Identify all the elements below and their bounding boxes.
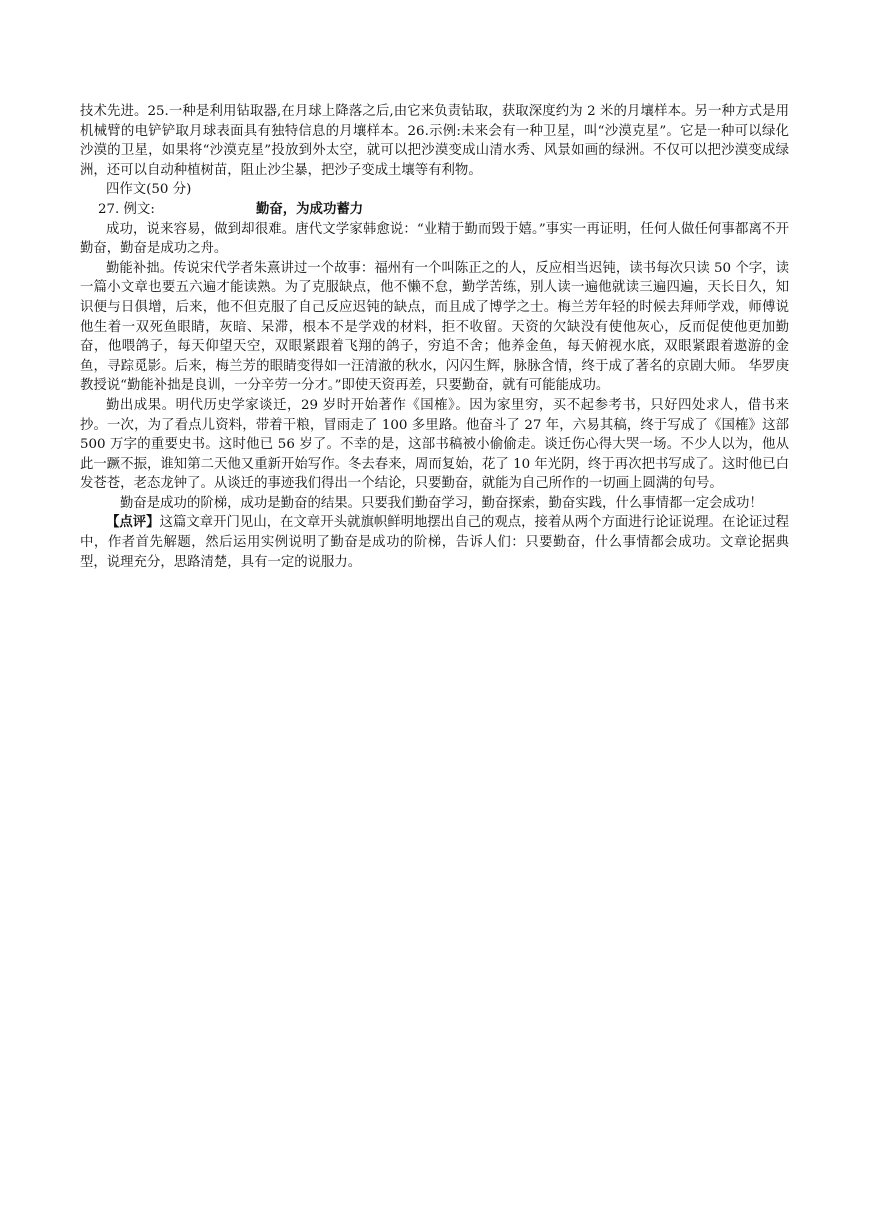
essay-title-row [80, 200, 789, 220]
answer-continuation: 技术先进。25.一种是利用钻取器,在月球上降落之后,由它来负责钻取，获取深度约为 2 米的月壤样本。另一种方式是用机械臂的电铲铲取月球表面具有独特信息的月壤样本。26.示例:未来会有一种卫星，叫“沙漠克星”。它是一种可以绿化沙漠的卫星，如果将“沙漠克星”投放到外太空，就可以把沙漠变成山清水秀、风景如画的绿洲。不仅可以把沙漠变成绿洲，还可以自动种植树苗，阻止沙尘暴，把沙子变成土壤等有利物。 [80, 104, 789, 178]
essay-paragraph-diligence-compensates: 勤能补拙。传说宋代学者朱熹讲过一个故事：福州有一个叫陈正之的人，反应相当迟钝，读书每次只读 50 个字，读一篇小文章也要五六遍才能读熟。为了克服缺点，他不懒不怠，勤学苦练，别人读一遍他就读三遍四遍，天长日久，知识便与日俱增，后来，他不但克服了自己反应迟钝的缺点，而且成了博学之士。梅兰芳年轻的时候去拜师学戏，师傅说他生着一双死鱼眼睛，灰暗、呆滞，根本不是学戏的材料，拒不收留。天资的欠缺没有使他灰心，反而促使他更加勤奋，他喂鸽子，每天仰望天空，双眼紧跟着飞翔的鸽子，穷追不舍；他养金鱼，每天俯视水底，双眼紧跟着遨游的金鱼，寻踪觅影。后来，梅兰芳的眼睛变得如一汪清澈的秋水，闪闪生辉，脉脉含情，终于成了著名的京剧大师。 华罗庚教授说“勤能补拙是良训，一分辛劳一分才。”即使天资再差，只要勤奋，就有可能能成功。 [80, 260, 789, 394]
essay-paragraph-diligence-results: 勤出成果。明代历史学家谈迁，29 岁时开始著作《国榷》。因为家里穷，买不起参考书，只好四处求人，借书来抄。一次，为了看点儿资料，带着干粮，冒雨走了 100 多里路。他奋斗了 27 年，六易其稿，终于写成了《国榷》这部 500 万字的重要史书。这时他已 56 岁了。不幸的是，这部书稿被小偷偷走。谈迁伤心得大哭一场。不少人以为，他从此一蹶不振，谁知第二天他又重新开始写作。冬去春来，周而复始，花了 10 年光阴，终于再次把书写成了。这时他已白发苍苍，老态龙钟了。从谈迁的事迹我们得出一个结论，只要勤奋，就能为自己所作的一切画上圆满的句号。 [80, 397, 789, 492]
comment-paragraph [80, 513, 789, 572]
comment-tag: 【点评】 [106, 514, 160, 531]
essay-paragraph-intro: 成功，说来容易，做到却很难。唐代文学家韩愈说：“业精于勤而毁于嬉。”事实一再证明，任何人做任何事都离不开勤奋，勤奋是成功之舟。 [80, 221, 789, 257]
question-label: 27. 例文: [98, 201, 155, 217]
document-page [80, 102, 789, 572]
essay-paragraph-conclusion: 勤奋是成功的阶梯，成功是勤奋的结果。只要我们勤奋学习，勤奋探索，勤奋实践，什么事情都一定会成功！ [120, 495, 763, 511]
essay-title: 勤奋，为成功蓄力 [256, 201, 364, 217]
comment-text: 这篇文章开门见山，在文章开头就旗帜鲜明地摆出自己的观点，接着从两个方面进行论证说理。在论证过程中，作者首先解题，然后运用实例说明了勤奋是成功的阶梯，告诉人们：只要勤奋，什么事情都会成功。文章论据典型，说理充分，思路清楚，具有一定的说服力。 [80, 515, 790, 570]
section-heading: 四作文(50 分) [106, 182, 192, 198]
